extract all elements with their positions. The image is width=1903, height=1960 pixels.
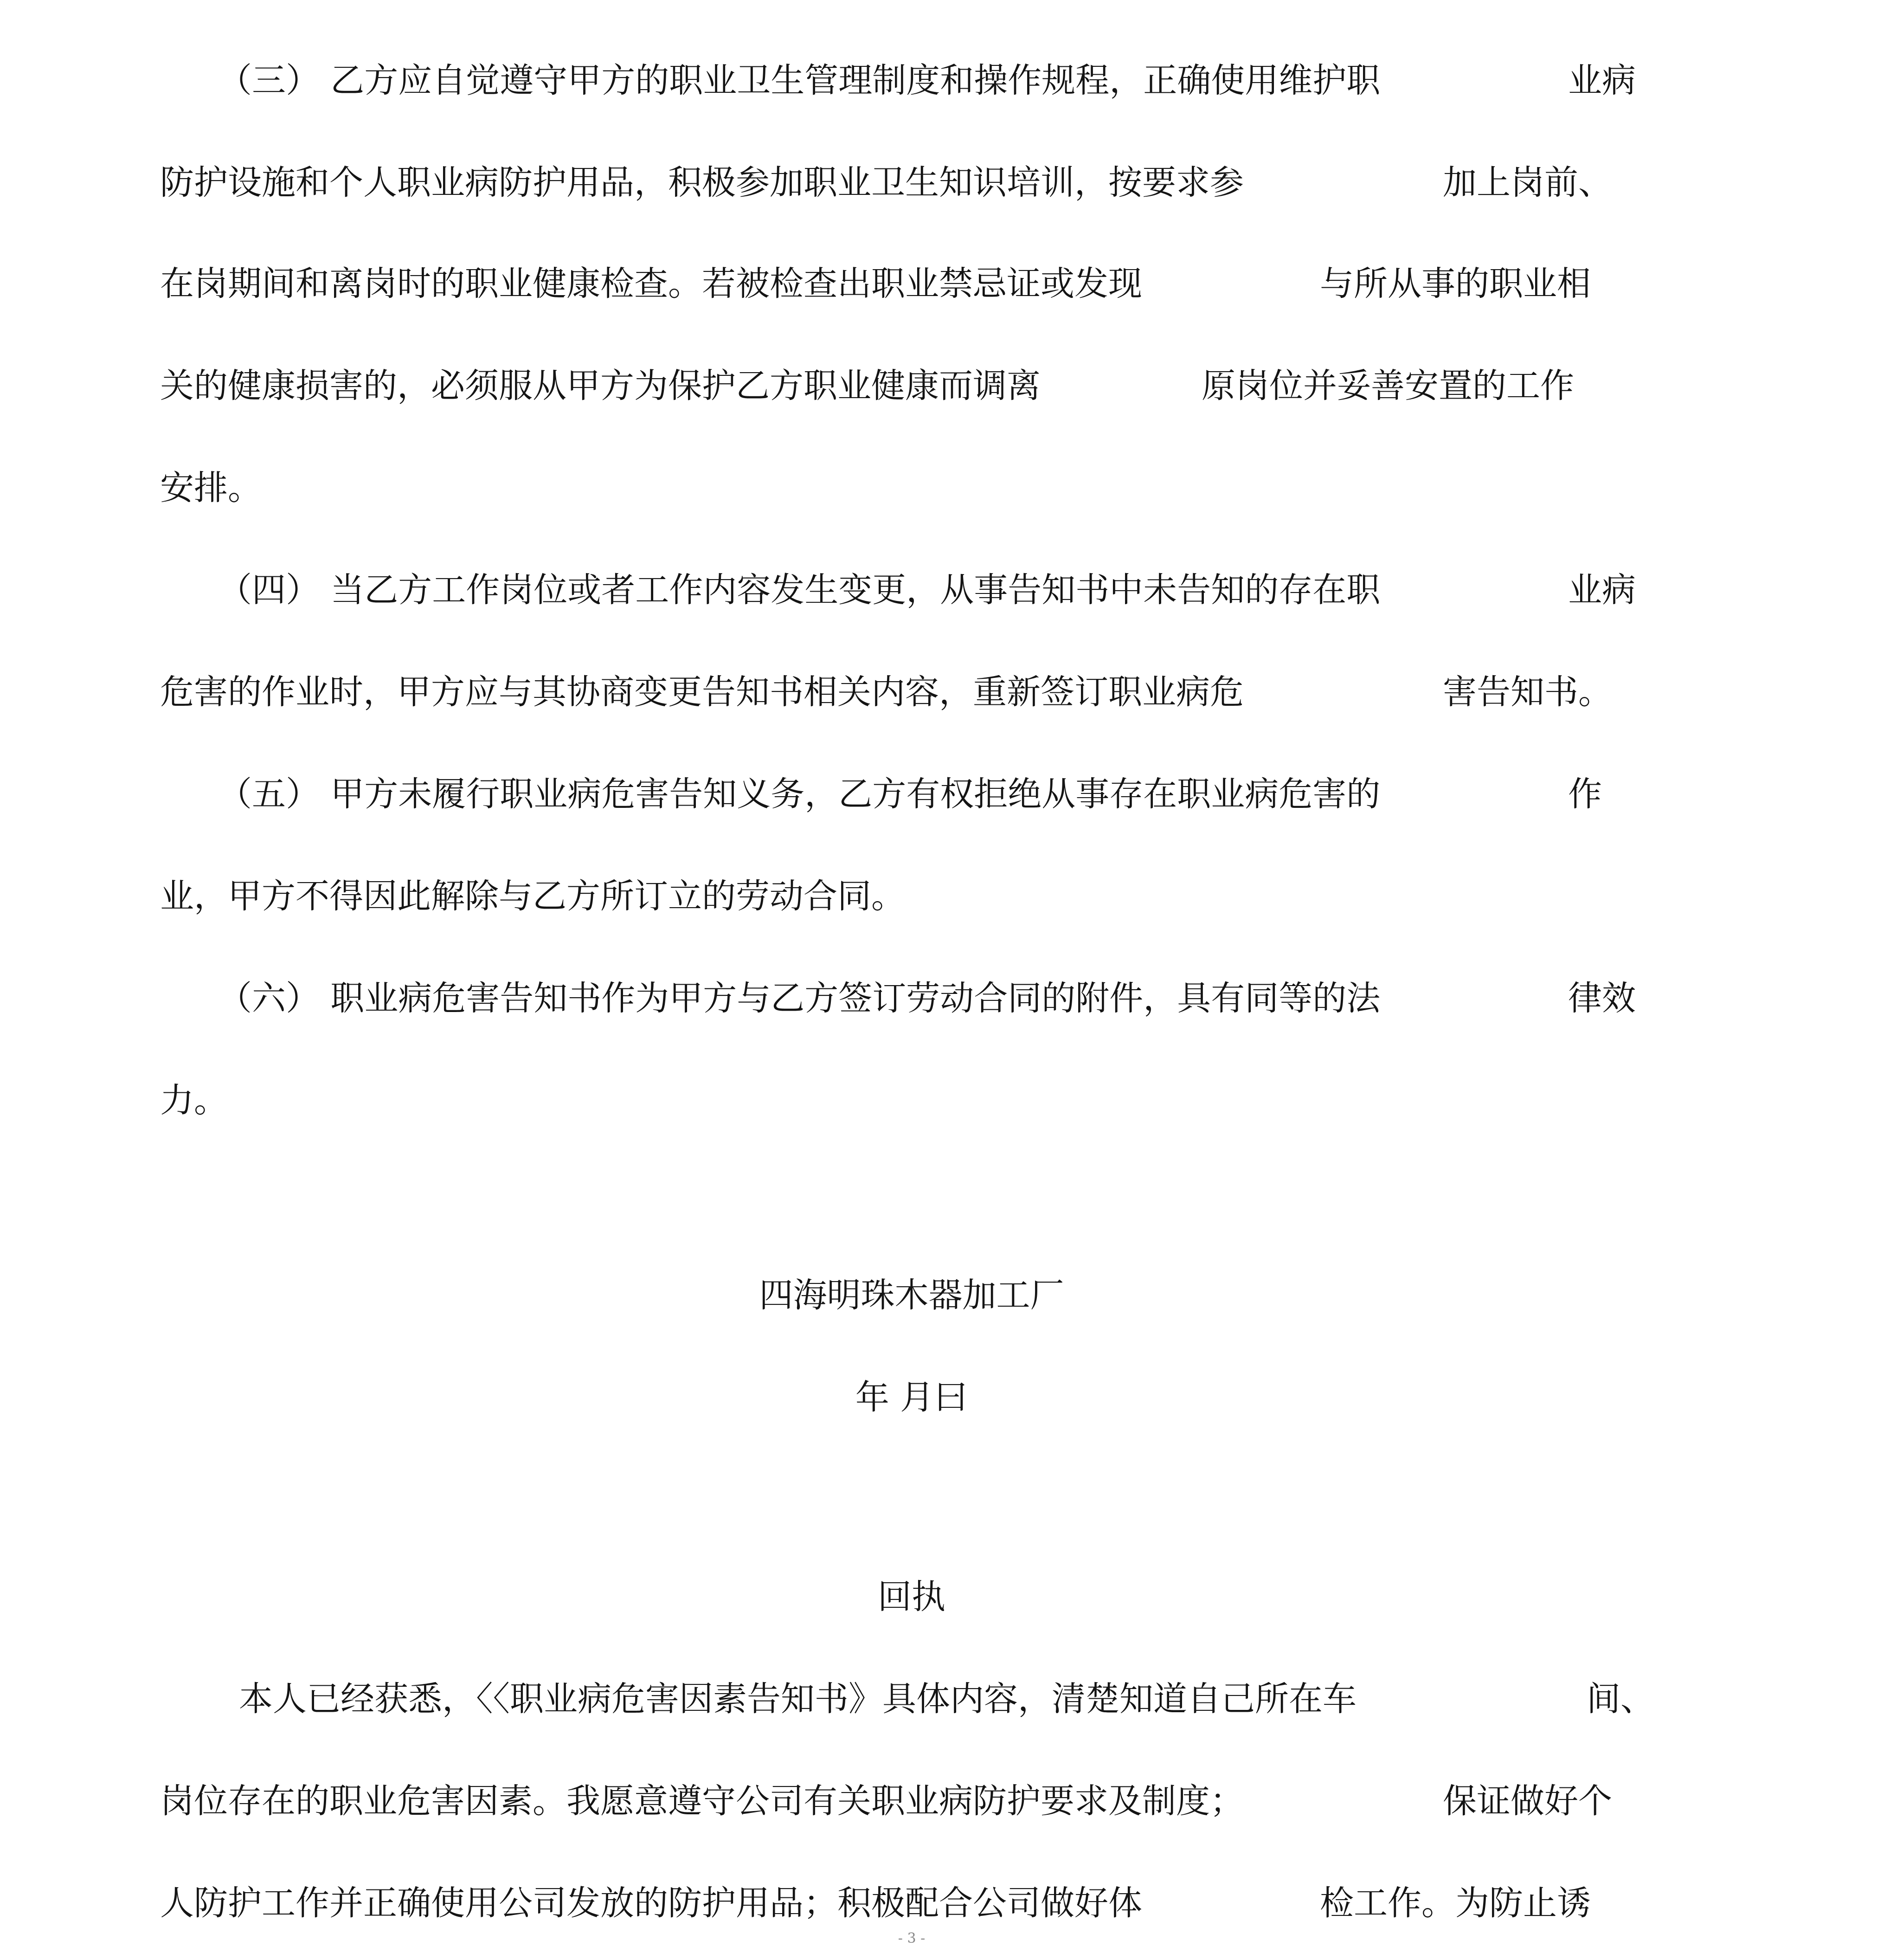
clause-3-line-2: 防护设施和个人职业病防护用品，积极参加职业卫生知识培训，按要求参	[160, 163, 1244, 202]
receipt-title: 回执	[878, 1577, 945, 1617]
clause-3-line-3-tail: 与所从事的职业相	[1320, 264, 1591, 303]
receipt-line-2-tail: 保证做好个	[1443, 1781, 1612, 1821]
receipt-line-1-tail: 间、	[1587, 1679, 1654, 1719]
clause-4-line-2-tail: 害告知书。	[1443, 672, 1612, 712]
clause-3-line-4-tail: 原岗位并妥善安置的工作	[1202, 366, 1574, 406]
receipt-line-3-tail: 检工作。为防止诱	[1320, 1883, 1591, 1923]
clause-3-line-3: 在岗期间和离岗时的职业健康检查。若被检查出职业禁忌证或发现	[160, 264, 1142, 303]
clause-6-line-2: 力。	[160, 1081, 228, 1120]
clause-3-line-4: 关的健康损害的，必须服从甲方为保护乙方职业健康而调离	[160, 366, 1041, 406]
clause-6-line-1: （六） 职业病危害告知书作为甲方与乙方签订劳动合同的附件，具有同等的法	[218, 979, 1381, 1018]
clause-3-line-1: （三） 乙方应自觉遵守甲方的职业卫生管理制度和操作规程，正确使用维护职	[218, 61, 1381, 100]
clause-5-line-1: （五） 甲方未履行职业病危害告知义务，乙方有权拒绝从事存在职业病危害的	[218, 774, 1381, 814]
clause-4-line-2: 危害的作业时，甲方应与其协商变更告知书相关内容，重新签订职业病危	[160, 672, 1244, 712]
clause-5-line-2: 业，甲方不得因此解除与乙方所订立的劳动合同。	[160, 877, 905, 916]
signature-date: 年 月曰	[855, 1378, 968, 1417]
clause-4-line-1: （四） 当乙方工作岗位或者工作内容发生变更，从事告知书中未告知的存在职	[218, 570, 1381, 610]
clause-6-line-1-tail: 律效	[1568, 979, 1636, 1018]
receipt-line-2: 岗位存在的职业危害因素。我愿意遵守公司有关职业病防护要求及制度；	[160, 1781, 1244, 1821]
receipt-line-3: 人防护工作并正确使用公司发放的防护用品；积极配合公司做好体	[160, 1883, 1142, 1923]
receipt-line-1: 本人已经获悉，〈〈职业病危害因素告知书》具体内容，清楚知道自己所在车	[239, 1679, 1357, 1719]
clause-3-line-1-tail: 业病	[1568, 61, 1636, 100]
company-name: 四海明珠木器加工厂	[759, 1276, 1064, 1315]
clause-4-line-1-tail: 业病	[1568, 570, 1636, 610]
clause-3-line-5: 安排。	[160, 468, 262, 508]
page-number: - 3 -	[898, 1930, 926, 1947]
clause-5-line-1-tail: 作	[1568, 774, 1602, 814]
clause-3-line-2-tail: 加上岗前、	[1443, 163, 1612, 202]
